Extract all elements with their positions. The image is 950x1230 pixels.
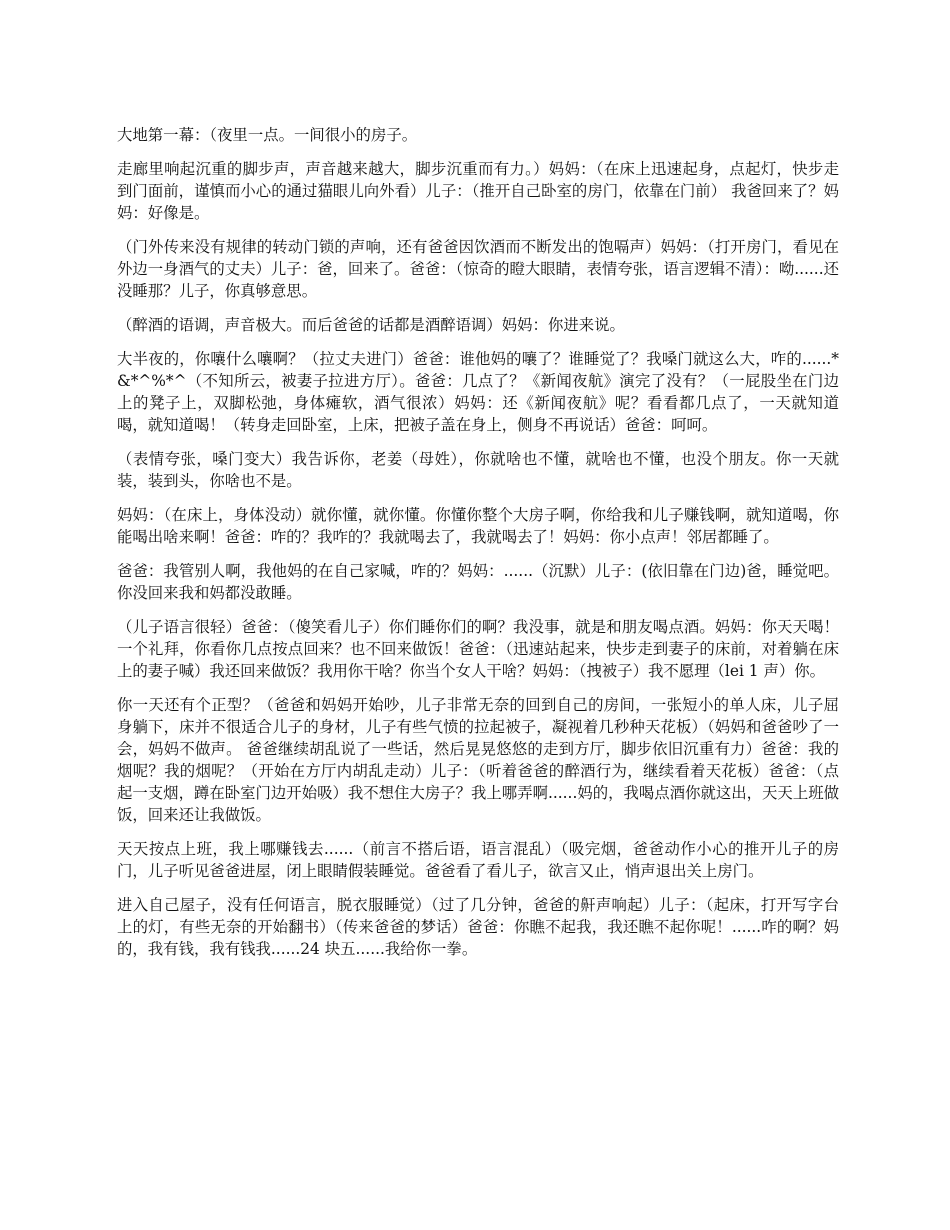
paragraph-2: 走廊里响起沉重的脚步声，声音越来越大，脚步沉重而有力。）妈妈：（在床上迅速起身，点起灯，快步走到门面前，谨慎而小心的通过猫眼儿向外看）儿子：（推开自己卧室的房门，依靠在门前） 我爸回来了？妈妈：好像是。 [117,160,839,222]
paragraph-6: （表情夸张，嗓门变大）我告诉你，老姜（母姓），你就啥也不懂，就啥也不懂，也没个朋友。你一天就装，装到头，你啥也不是。 [117,450,839,490]
paragraph-5: 大半夜的，你嚷什么嚷啊？（拉丈夫进门）爸爸：谁他妈的嚷了？谁睡觉了？我嗓门就这么大，咋的......*&*^%*^（不知所云，被妻子拉进方厅）。爸爸：几点了？《新闻夜航》演完了没有？（一屁股坐在门边上的凳子上，双脚松弛，身体瘫软，酒气很浓）妈妈：还《新闻夜航》呢？看看都几点了，一天就知道喝，就知道喝！（转身走回卧室，上床，把被子盖在身上，侧身不再说话）爸爸：呵呵。 [117,350,839,434]
paragraph-7: 妈妈：（在床上，身体没动）就你懂，就你懂。你懂你整个大房子啊，你给我和儿子赚钱啊，就知道喝，你能喝出啥来啊！爸爸：咋的？我咋的？我就喝去了，我就喝去了！妈妈：你小点声！邻居都睡了。 [117,506,839,546]
paragraph-9: （儿子语言很轻）爸爸：（傻笑看儿子）你们睡你们的啊？我没事，就是和朋友喝点酒。妈妈：你天天喝！一个礼拜，你看你几点按点回来？也不回来做饭！爸爸：（迅速站起来，快步走到妻子的床前，对着躺在床上的妻子喊）我还回来做饭？我用你干啥？你当个女人干啥？妈妈：（拽被子）我不愿理（lei 1 声）你。 [117,618,839,680]
paragraph-12: 进入自己屋子，没有任何语言，脱衣服睡觉）（过了几分钟，爸爸的鼾声响起）儿子：（起床，打开写字台上的灯，有些无奈的开始翻书）（传来爸爸的梦话）爸爸：你瞧不起我，我还瞧不起你呢！......咋的啊？妈的，我有钱，我有钱我......24 块五......我给你一拳。 [117,896,839,958]
paragraph-4: （醉酒的语调，声音极大。而后爸爸的话都是酒醉语调）妈妈：你进来说。 [117,316,625,334]
paragraph-1: 大地第一幕：（夜里一点。一间很小的房子。 [117,126,418,144]
paragraph-11: 天天按点上班，我上哪赚钱去......（前言不搭后语，语言混乱）（吸完烟，爸爸动作小心的推开儿子的房门，儿子听见爸爸进屋，闭上眼睛假装睡觉。爸爸看了看儿子，欲言又止，悄声退出关上房门。 [117,840,839,880]
document-body [117,124,839,972]
paragraph-8: 爸爸：我管别人啊，我他妈的在自己家喊，咋的？妈妈：......（沉默）儿子：(依旧靠在门边)爸，睡觉吧。你没回来我和妈都没敢睡。 [117,562,839,602]
paragraph-10: 你一天还有个正型？（爸爸和妈妈开始吵，儿子非常无奈的回到自己的房间，一张短小的单人床，儿子屈身躺下，床并不很适合儿子的身材，儿子有些气愤的拉起被子，凝视着几秒种天花板）（妈妈和爸爸吵了一会，妈妈不做声。 爸爸继续胡乱说了一些话，然后晃晃悠悠的走到方厅，脚步依旧沉重有力）爸爸：我的烟呢？我的烟呢？（开始在方厅内胡乱走动）儿子：（听着爸爸的醉酒行为，继续看着天花板）爸爸：（点起一支烟，蹲在卧室门边开始吸）我不想住大房子？我上哪弄啊......妈的，我喝点酒你就这出，天天上班做饭，回来还让我做饭。 [117,696,839,824]
paragraph-3: （门外传来没有规律的转动门锁的声响，还有爸爸因饮酒而不断发出的饱嗝声）妈妈：（打开房门，看见在外边一身酒气的丈夫）儿子：爸，回来了。爸爸：（惊奇的瞪大眼睛，表情夸张，语言逻辑不清）：呦......还没睡那？儿子，你真够意思。 [117,238,839,300]
